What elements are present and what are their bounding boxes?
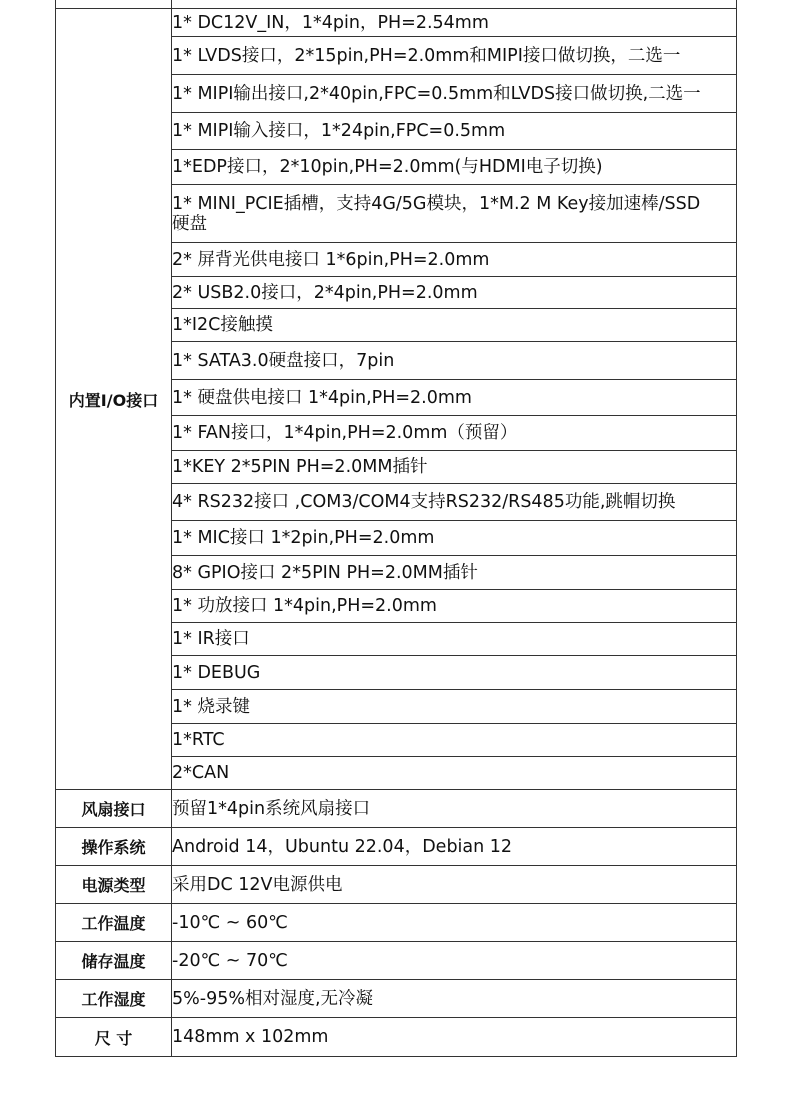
io-item: 1*KEY 2*5PIN PH=2.0MM插针 bbox=[172, 451, 737, 484]
row-value-size: 148mm x 102mm bbox=[172, 1018, 737, 1057]
io-item: 1* IR接口 bbox=[172, 623, 737, 656]
io-item: 1* MIPI输出接口,2*40pin,FPC=0.5mm和LVDS接口做切换,二选一 bbox=[172, 75, 737, 113]
table-row bbox=[56, 790, 737, 828]
table-row bbox=[56, 828, 737, 866]
row-label-power: 电源类型 bbox=[56, 866, 172, 904]
io-item: 1* DC12V_IN，1*4pin，PH=2.54mm bbox=[172, 9, 737, 37]
row-value-power: 采用DC 12V电源供电 bbox=[172, 866, 737, 904]
io-item: 1* 功放接口 1*4pin,PH=2.0mm bbox=[172, 590, 737, 623]
table-row bbox=[56, 980, 737, 1018]
row-label-operating-temp: 工作温度 bbox=[56, 904, 172, 942]
table-row bbox=[56, 0, 737, 9]
io-item: 1* SATA3.0硬盘接口，7pin bbox=[172, 342, 737, 380]
row-label-size: 尺 寸 bbox=[56, 1018, 172, 1057]
row-value-fan: 预留1*4pin系统风扇接口 bbox=[172, 790, 737, 828]
table-row bbox=[56, 904, 737, 942]
row-label-fan: 风扇接口 bbox=[56, 790, 172, 828]
table-row bbox=[56, 1018, 737, 1057]
io-item: 1*EDP接口，2*10pin,PH=2.0mm(与HDMI电子切换) bbox=[172, 150, 737, 185]
io-item: 1* 烧录键 bbox=[172, 690, 737, 724]
io-item: 1* MINI_PCIE插槽，支持4G/5G模块，1*M.2 M Key接加速棒/SSD硬盘 bbox=[172, 185, 737, 243]
table-row bbox=[56, 942, 737, 980]
io-item: 8* GPIO接口 2*5PIN PH=2.0MM插针 bbox=[172, 556, 737, 590]
io-item: 2* USB2.0接口，2*4pin,PH=2.0mm bbox=[172, 277, 737, 309]
io-item: 2*CAN bbox=[172, 757, 737, 790]
row-label-storage-temp: 储存温度 bbox=[56, 942, 172, 980]
io-item: 1* FAN接口，1*4pin,PH=2.0mm（预留） bbox=[172, 416, 737, 451]
io-section-label: 内置I/O接口 bbox=[56, 9, 172, 790]
io-item: 4* RS232接口 ,COM3/COM4支持RS232/RS485功能,跳帽切换 bbox=[172, 484, 737, 521]
io-item: 1* LVDS接口，2*15pin,PH=2.0mm和MIPI接口做切换，二选一 bbox=[172, 37, 737, 75]
io-item: 1* MIPI输入接口，1*24pin,FPC=0.5mm bbox=[172, 113, 737, 150]
row-label-humidity: 工作湿度 bbox=[56, 980, 172, 1018]
io-item: 2* 屏背光供电接口 1*6pin,PH=2.0mm bbox=[172, 243, 737, 277]
cell-empty bbox=[172, 0, 737, 9]
row-value-humidity: 5%-95%相对湿度,无冷凝 bbox=[172, 980, 737, 1018]
row-label-os: 操作系统 bbox=[56, 828, 172, 866]
row-value-os: Android 14，Ubuntu 22.04，Debian 12 bbox=[172, 828, 737, 866]
table-row bbox=[56, 866, 737, 904]
io-item: 1* 硬盘供电接口 1*4pin,PH=2.0mm bbox=[172, 380, 737, 416]
spec-table bbox=[55, 0, 737, 1057]
io-item: 1*RTC bbox=[172, 724, 737, 757]
row-value-operating-temp: -10℃ ~ 60℃ bbox=[172, 904, 737, 942]
table-row bbox=[56, 9, 737, 37]
row-value-storage-temp: -20℃ ~ 70℃ bbox=[172, 942, 737, 980]
io-item: 1* DEBUG bbox=[172, 656, 737, 690]
io-item: 1* MIC接口 1*2pin,PH=2.0mm bbox=[172, 521, 737, 556]
cell-empty bbox=[56, 0, 172, 9]
io-item: 1*I2C接触摸 bbox=[172, 309, 737, 342]
